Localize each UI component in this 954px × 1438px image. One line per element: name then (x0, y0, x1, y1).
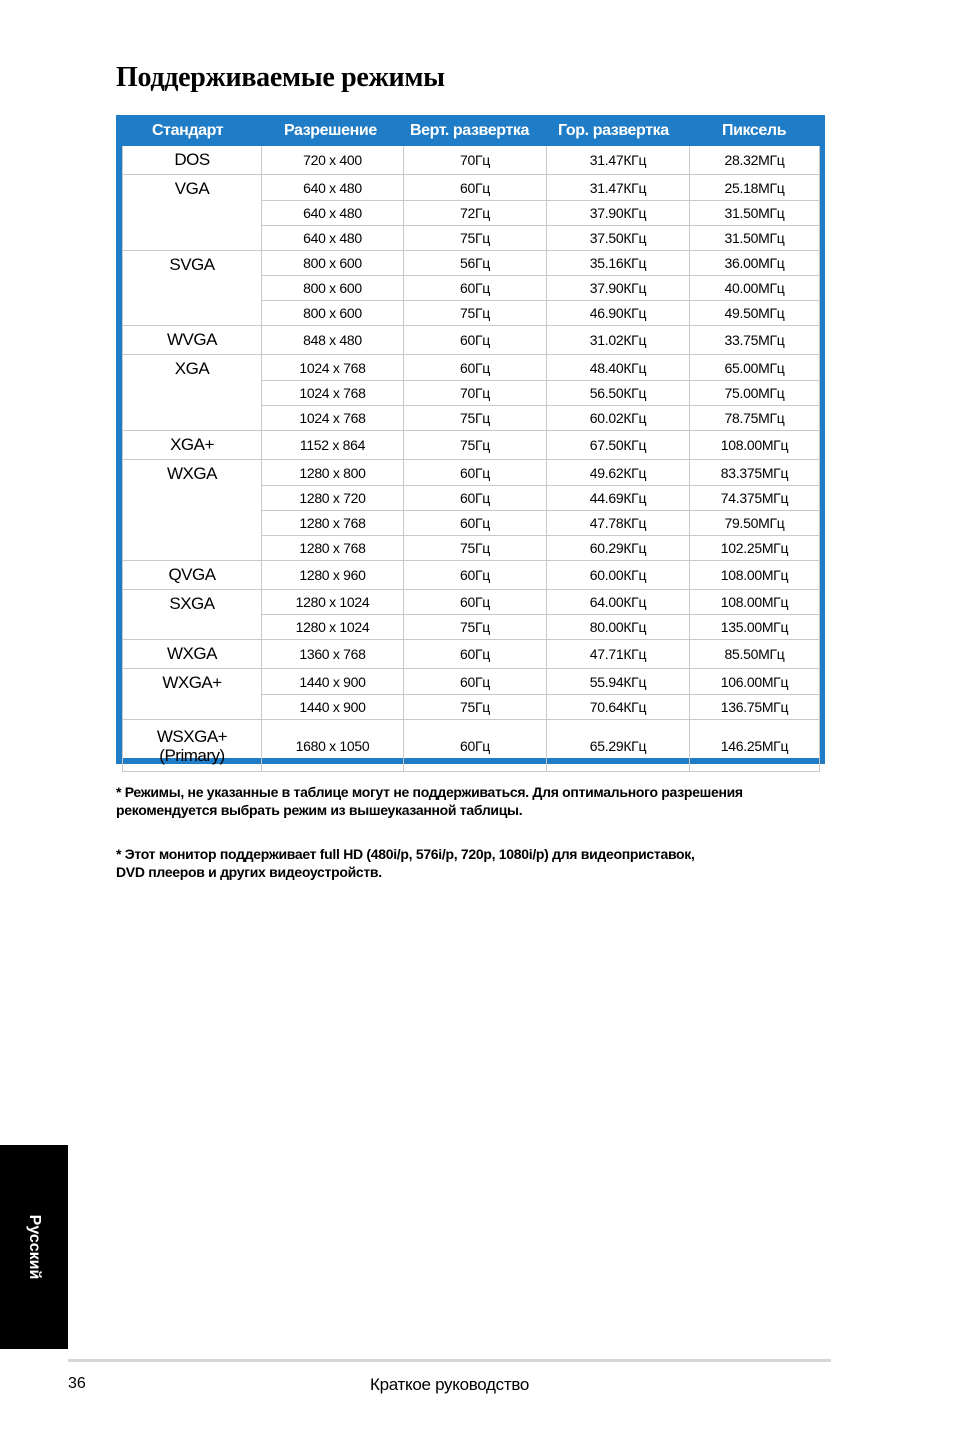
horizontal-frequency-cell: 67.50КГц (547, 431, 690, 460)
table-header (116, 115, 825, 146)
pixel-clock-cell: 31.50МГц (690, 201, 820, 226)
footer-title: Краткое руководство (370, 1375, 530, 1394)
horizontal-frequency-cell: 35.16КГц (547, 251, 690, 276)
horizontal-frequency-cell: 70.64КГц (547, 695, 690, 720)
vertical-frequency-cell: 75Гц (404, 431, 547, 460)
footer-divider (68, 1359, 831, 1362)
vertical-frequency-cell: 60Гц (404, 276, 547, 301)
vertical-frequency-cell: 56Гц (404, 251, 547, 276)
table-row (123, 175, 820, 201)
table-row (123, 251, 820, 276)
vertical-frequency-cell: 60Гц (404, 460, 547, 486)
horizontal-frequency-cell: 31.47КГц (547, 175, 690, 201)
standard-cell (123, 355, 262, 431)
standard-label: QVGA (168, 565, 216, 584)
page-title: Поддерживаемые режимы (116, 62, 445, 93)
vertical-frequency-cell: 60Гц (404, 326, 547, 355)
standard-cell (123, 251, 262, 326)
footnote-unsupported-modes: * Режимы, не указанные в таблице могут не поддерживаться. Для оптимального разрешения рекомендуется выбрать режим из вышеуказанной таблицы. (116, 784, 743, 818)
horizontal-frequency-cell: 31.47КГц (547, 146, 690, 175)
horizontal-frequency-cell: 48.40КГц (547, 355, 690, 381)
table-row (123, 146, 820, 175)
standard-cell (123, 175, 262, 251)
horizontal-frequency-cell: 60.02КГц (547, 406, 690, 431)
pixel-clock-cell: 40.00МГц (690, 276, 820, 301)
pixel-clock-cell: 135.00МГц (690, 615, 820, 640)
vertical-frequency-cell: 75Гц (404, 406, 547, 431)
page-number: 36 (68, 1375, 86, 1392)
pixel-clock-cell: 75.00МГц (690, 381, 820, 406)
resolution-cell: 1280 x 768 (262, 511, 404, 536)
pixel-clock-cell: 108.00МГц (690, 561, 820, 590)
resolution-cell: 1280 x 768 (262, 536, 404, 561)
standard-label: SVGA (169, 255, 215, 274)
resolution-cell: 800 x 600 (262, 276, 404, 301)
pixel-clock-cell: 85.50МГц (690, 640, 820, 669)
pixel-clock-cell: 33.75МГц (690, 326, 820, 355)
table-row (123, 561, 820, 590)
vertical-frequency-cell: 75Гц (404, 615, 547, 640)
header-standard: Стандарт (152, 122, 224, 139)
resolution-cell: 1440 x 900 (262, 669, 404, 695)
resolution-cell: 1280 x 1024 (262, 615, 404, 640)
resolution-cell: 1024 x 768 (262, 381, 404, 406)
vertical-frequency-cell: 70Гц (404, 146, 547, 175)
resolution-cell: 1680 x 1050 (262, 720, 404, 772)
table-body (122, 146, 819, 765)
standard-label: WXGA+ (162, 673, 222, 692)
pixel-clock-cell: 146.25МГц (690, 720, 820, 772)
language-tab-label: Русский (26, 1214, 43, 1280)
horizontal-frequency-cell: 56.50КГц (547, 381, 690, 406)
horizontal-frequency-cell: 80.00КГц (547, 615, 690, 640)
standard-cell (123, 431, 262, 460)
horizontal-frequency-cell: 55.94КГц (547, 669, 690, 695)
horizontal-frequency-cell: 47.78КГц (547, 511, 690, 536)
standard-label: XGA+ (170, 435, 214, 454)
pixel-clock-cell: 136.75МГц (690, 695, 820, 720)
horizontal-frequency-cell: 37.90КГц (547, 276, 690, 301)
horizontal-frequency-cell: 31.02КГц (547, 326, 690, 355)
vertical-frequency-cell: 60Гц (404, 355, 547, 381)
vertical-frequency-cell: 70Гц (404, 381, 547, 406)
pixel-clock-cell: 31.50МГц (690, 226, 820, 251)
vertical-frequency-cell: 75Гц (404, 695, 547, 720)
footnotes (116, 783, 816, 907)
standard-label: WSXGA+ (156, 726, 228, 746)
standard-cell (123, 326, 262, 355)
table-row (123, 720, 820, 772)
vertical-frequency-cell: 60Гц (404, 175, 547, 201)
vertical-frequency-cell: 60Гц (404, 669, 547, 695)
table-row (123, 431, 820, 460)
vertical-frequency-cell: 60Гц (404, 720, 547, 772)
horizontal-frequency-cell: 60.29КГц (547, 536, 690, 561)
pixel-clock-cell: 36.00МГц (690, 251, 820, 276)
resolution-cell: 1280 x 800 (262, 460, 404, 486)
vertical-frequency-cell: 60Гц (404, 486, 547, 511)
table-row (123, 326, 820, 355)
standard-label: WXGA (167, 464, 217, 483)
resolution-cell: 1280 x 960 (262, 561, 404, 590)
standard-cell (123, 460, 262, 561)
standard-label: WXGA (167, 644, 217, 663)
pixel-clock-cell: 65.00МГц (690, 355, 820, 381)
table-row (123, 640, 820, 669)
pixel-clock-cell: 106.00МГц (690, 669, 820, 695)
table-row (123, 669, 820, 695)
resolution-cell: 640 x 480 (262, 201, 404, 226)
modes-grid (122, 146, 820, 772)
standard-label: WVGA (167, 330, 217, 349)
horizontal-frequency-cell: 47.71КГц (547, 640, 690, 669)
vertical-frequency-cell: 60Гц (404, 640, 547, 669)
pixel-clock-cell: 108.00МГц (690, 431, 820, 460)
vertical-frequency-cell: 75Гц (404, 301, 547, 326)
horizontal-frequency-cell: 64.00КГц (547, 590, 690, 615)
pixel-clock-cell: 28.32МГц (690, 146, 820, 175)
pixel-clock-cell: 49.50МГц (690, 301, 820, 326)
resolution-cell: 800 x 600 (262, 301, 404, 326)
standard-label: XGA (174, 359, 210, 378)
resolution-cell: 640 x 480 (262, 175, 404, 201)
vertical-frequency-cell: 75Гц (404, 536, 547, 561)
standard-label: SXGA (169, 594, 215, 613)
standard-cell (123, 561, 262, 590)
horizontal-frequency-cell: 49.62КГц (547, 460, 690, 486)
horizontal-frequency-cell: 60.00КГц (547, 561, 690, 590)
pixel-clock-cell: 79.50МГц (690, 511, 820, 536)
language-tab (0, 1145, 68, 1349)
pixel-clock-cell: 78.75МГц (690, 406, 820, 431)
horizontal-frequency-cell: 46.90КГц (547, 301, 690, 326)
vertical-frequency-cell: 72Гц (404, 201, 547, 226)
pixel-clock-cell: 108.00МГц (690, 590, 820, 615)
pixel-clock-cell: 25.18МГц (690, 175, 820, 201)
standard-cell (123, 720, 262, 772)
standard-cell (123, 590, 262, 640)
modes-rows (123, 146, 820, 772)
pixel-clock-cell: 102.25МГц (690, 536, 820, 561)
resolution-cell: 1024 x 768 (262, 406, 404, 431)
vertical-frequency-cell: 60Гц (404, 561, 547, 590)
resolution-cell: 1360 x 768 (262, 640, 404, 669)
modes-table (116, 115, 825, 764)
standard-label: VGA (174, 179, 210, 198)
horizontal-frequency-cell: 44.69КГц (547, 486, 690, 511)
standard-cell (123, 669, 262, 720)
header-pixel-clock: Пиксель (722, 122, 787, 139)
resolution-cell: 1280 x 1024 (262, 590, 404, 615)
header-vertical-frequency: Верт. развертка (410, 122, 529, 139)
resolution-cell: 1024 x 768 (262, 355, 404, 381)
standard-cell (123, 640, 262, 669)
horizontal-frequency-cell: 65.29КГц (547, 720, 690, 772)
pixel-clock-cell: 83.375МГц (690, 460, 820, 486)
resolution-cell: 720 x 400 (262, 146, 404, 175)
horizontal-frequency-cell: 37.90КГц (547, 201, 690, 226)
standard-label: DOS (174, 150, 210, 169)
vertical-frequency-cell: 75Гц (404, 226, 547, 251)
resolution-cell: 1152 x 864 (262, 431, 404, 460)
resolution-cell: 848 x 480 (262, 326, 404, 355)
standard-cell (123, 146, 262, 175)
resolution-cell: 800 x 600 (262, 251, 404, 276)
table-row (123, 460, 820, 486)
pixel-clock-cell: 74.375МГц (690, 486, 820, 511)
resolution-cell: 1280 x 720 (262, 486, 404, 511)
vertical-frequency-cell: 60Гц (404, 511, 547, 536)
vertical-frequency-cell: 60Гц (404, 590, 547, 615)
resolution-cell: 640 x 480 (262, 226, 404, 251)
horizontal-frequency-cell: 37.50КГц (547, 226, 690, 251)
header-resolution: Разрешение (284, 122, 377, 139)
table-row (123, 355, 820, 381)
footnote-full-hd: * Этот монитор поддерживает full HD (480i/p, 576i/p, 720p, 1080i/p) для видеоприставок, DVD плееров и других видеоустройств. (116, 846, 695, 880)
standard-label: (Primary) (159, 745, 225, 765)
resolution-cell: 1440 x 900 (262, 695, 404, 720)
table-row (123, 590, 820, 615)
header-horizontal-frequency: Гор. развертка (558, 122, 669, 139)
